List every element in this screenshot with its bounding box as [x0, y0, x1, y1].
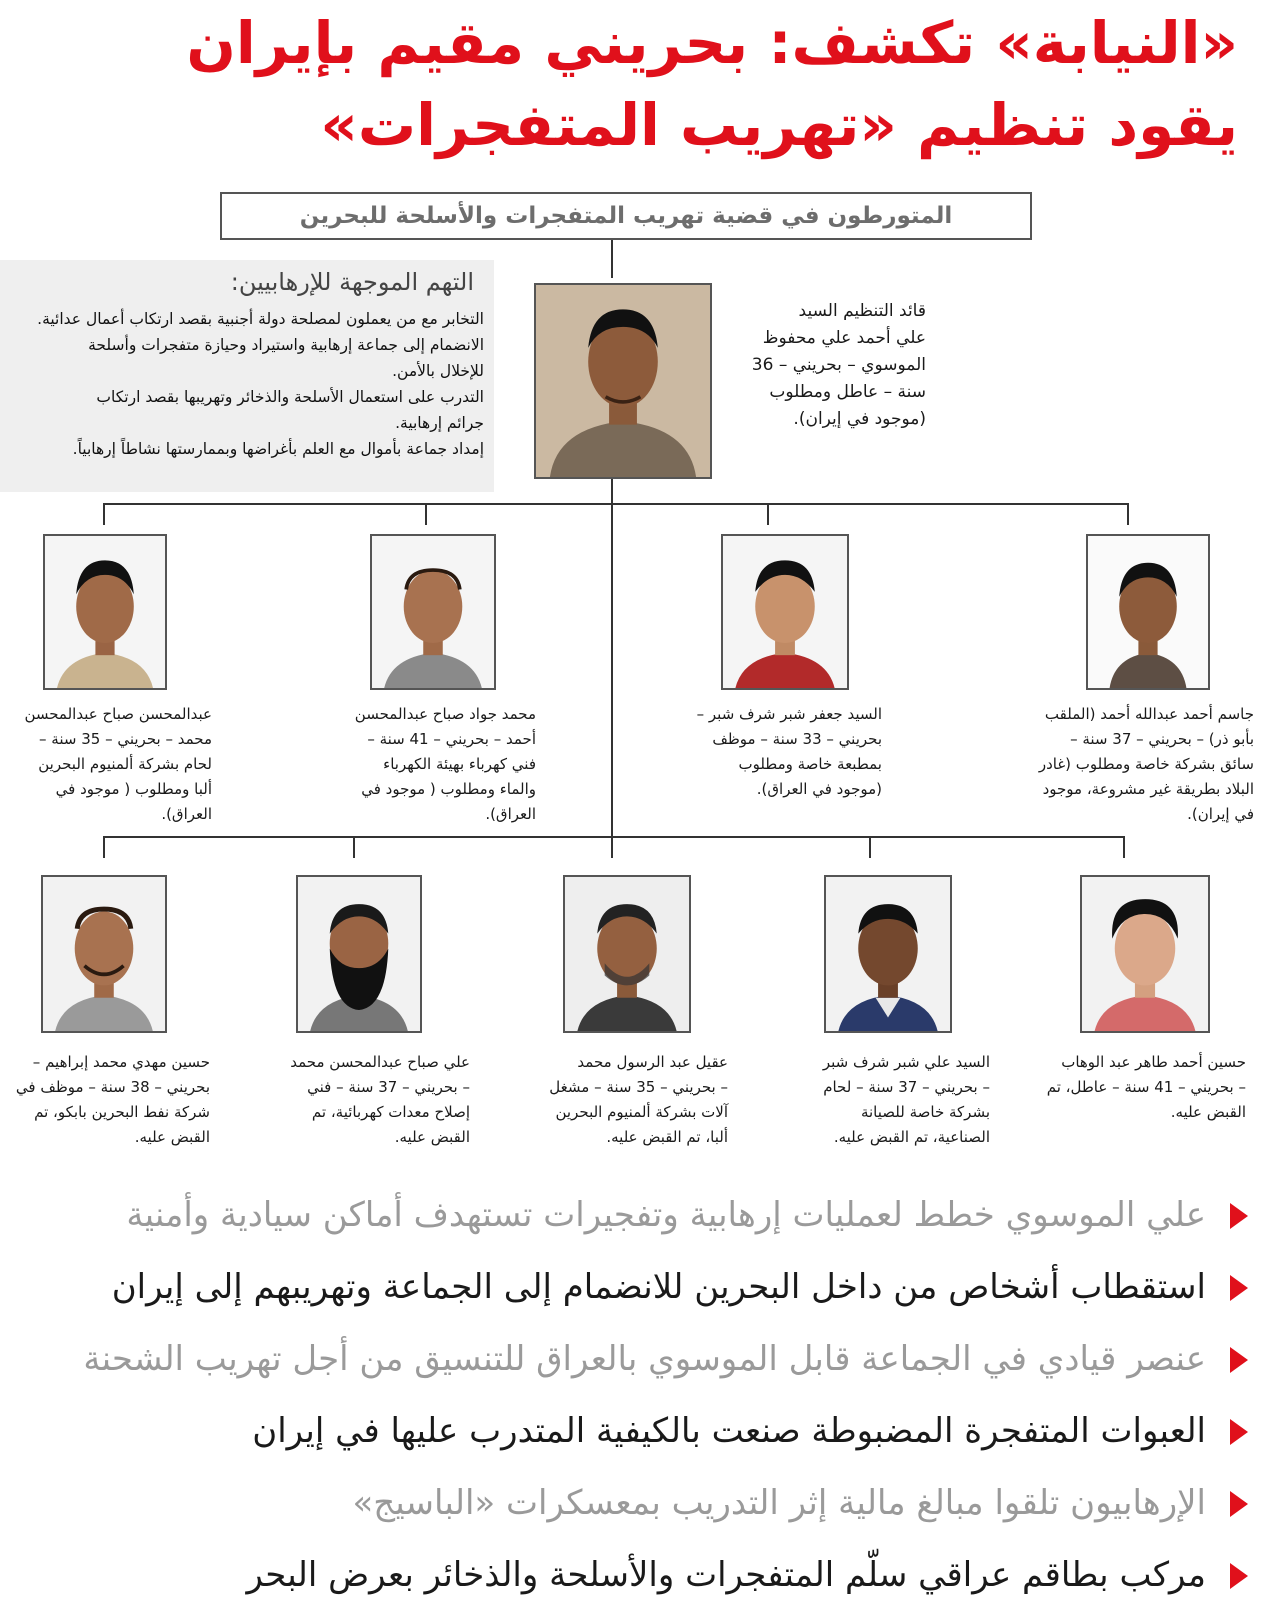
bio-line: بحريني – 33 سنة – موظف — [712, 730, 882, 748]
charges-title: التهم الموجهة للإرهابيين: — [230, 268, 474, 296]
bio-line: محمد – بحريني – 35 سنة – — [39, 730, 212, 748]
bio-line: والماء ومطلوب ( موجود في — [361, 780, 536, 798]
key-fact-text: عنصر قيادي في الجماعة قابل الموسوي بالعراق للتنسيق من أجل تهريب الشحنة — [83, 1339, 1206, 1380]
bio-line: الصناعية، تم القبض عليه. — [833, 1128, 990, 1146]
bio-line: عقيل عبد الرسول محمد — [577, 1053, 728, 1071]
bio-line: القبض عليه. — [134, 1128, 210, 1146]
key-fact — [18, 1396, 1248, 1468]
bio-line: شركة نفط البحرين بابكو، تم — [34, 1103, 210, 1121]
suspect-bio — [264, 1050, 470, 1150]
key-fact-text: الإرهابيون تلقوا مبالغ مالية إثر التدريب بمعسكرات «الباسيج» — [352, 1483, 1206, 1524]
suspect-photo — [370, 534, 496, 690]
bio-line: بحريني – 38 سنة – موظف في — [15, 1078, 210, 1096]
bio-line: آلات بشركة ألمنيوم البحرين — [555, 1103, 728, 1121]
bio-line: العراق). — [485, 805, 536, 823]
suspect-bio — [4, 1050, 210, 1150]
bio-line: (موجود في إيران). — [793, 409, 926, 429]
bio-line: بشركة خاصة للصيانة — [860, 1103, 990, 1121]
key-fact-text: مركب بطاقم عراقي سلّم المتفجرات والأسلحة والذخائر بعرض البحر — [246, 1555, 1206, 1596]
key-fact — [18, 1324, 1248, 1396]
bio-line: قائد التنظيم السيد — [798, 301, 926, 321]
bio-line: فني كهرباء بهيئة الكهرباء — [383, 755, 536, 773]
charges-list — [10, 306, 484, 462]
suspect-bio — [1028, 1050, 1246, 1125]
key-fact-text: استقطاب أشخاص من داخل البحرين للانضمام إلى الجماعة وتهريبهم إلى إيران — [111, 1267, 1206, 1308]
suspect-photo — [721, 534, 849, 690]
bio-line: علي أحمد علي محفوظ — [762, 328, 926, 348]
key-fact — [18, 1468, 1248, 1540]
red-triangle-bullet-icon — [1230, 1491, 1248, 1517]
suspect-bio — [672, 702, 882, 802]
bio-line: لحام بشركة ألمنيوم البحرين — [38, 755, 212, 773]
leader-bio — [736, 298, 926, 433]
key-fact — [18, 1252, 1248, 1324]
red-triangle-bullet-icon — [1230, 1419, 1248, 1445]
bio-line: بمطبعة خاصة ومطلوب — [738, 755, 882, 773]
bio-line: جاسم أحمد عبدالله أحمد (الملقب — [1044, 705, 1254, 723]
section-title: المتورطون في قضية تهريب المتفجرات والأسلحة للبحرين — [220, 192, 1032, 240]
bio-line: القبض عليه. — [1170, 1103, 1246, 1121]
bio-line: السيد جعفر شبر شرف شبر – — [696, 705, 882, 723]
suspect-bio — [1024, 702, 1254, 827]
bio-line: سائق بشركة خاصة ومطلوب (غادر — [1038, 755, 1254, 773]
bio-line: حسين أحمد طاهر عبد الوهاب — [1061, 1053, 1246, 1071]
bio-line: ألبا، تم القبض عليه. — [606, 1128, 728, 1146]
bio-line: علي صباح عبدالمحسن محمد — [290, 1053, 470, 1071]
bio-line: الموسوي – بحريني – 36 — [751, 355, 926, 375]
bio-line: – بحريني – 37 سنة – فني — [307, 1078, 470, 1096]
key-fact — [18, 1180, 1248, 1252]
suspect-bio — [514, 1050, 728, 1150]
suspect-photo — [296, 875, 422, 1033]
suspect-photo — [824, 875, 952, 1033]
bio-line: البلاد بطريقة غير مشروعة، موجود — [1042, 780, 1254, 798]
bio-line: السيد علي شبر شرف شبر — [822, 1053, 990, 1071]
key-facts-list — [18, 1180, 1248, 1600]
suspect-photo — [43, 534, 167, 690]
bio-line: في إيران). — [1187, 805, 1254, 823]
red-triangle-bullet-icon — [1230, 1563, 1248, 1589]
charge-item: إمداد جماعة بأموال مع العلم بأغراضها وبممارستها نشاطاً إرهابياً. — [72, 440, 484, 458]
bio-line: – بحريني – 41 سنة – عاطل، تم — [1046, 1078, 1246, 1096]
headline-line-2: يقود تنظيم «تهريب المتفجرات» — [320, 91, 1238, 159]
bio-line: أحمد – بحريني – 41 سنة – — [367, 730, 536, 748]
suspect-bio — [326, 702, 536, 827]
suspect-photo — [1080, 875, 1210, 1033]
suspect-photo — [41, 875, 167, 1033]
charges-panel — [0, 260, 494, 492]
key-fact-text: العبوات المتفجرة المضبوطة صنعت بالكيفية المتدرب عليها في إيران — [252, 1411, 1206, 1452]
bio-line: محمد جواد صباح عبدالمحسن — [354, 705, 536, 723]
bio-line: سنة – عاطل ومطلوب — [769, 382, 926, 402]
red-triangle-bullet-icon — [1230, 1347, 1248, 1373]
charge-item: التخابر مع من يعملون لمصلحة دولة أجنبية بقصد ارتكاب أعمال عدائية. — [37, 310, 484, 328]
bio-line: ألبا ومطلوب ( موجود في — [55, 780, 212, 798]
key-fact-text: علي الموسوي خطط لعمليات إرهابية وتفجيرات تستهدف أماكن سيادية وأمنية — [126, 1195, 1206, 1236]
charge-item: للإخلال بالأمن. — [392, 362, 484, 380]
suspect-photo — [563, 875, 691, 1033]
suspect-photo — [1086, 534, 1210, 690]
bio-line: إصلاح معدات كهربائية، تم — [311, 1103, 470, 1121]
suspect-bio — [784, 1050, 990, 1150]
charge-item: جرائم إرهابية. — [395, 414, 484, 432]
bio-line: عبدالمحسن صباح عبدالمحسن — [24, 705, 212, 723]
bio-line: القبض عليه. — [394, 1128, 470, 1146]
headline-line-1: «النيابة» تكشف: بحريني مقيم بإيران — [186, 9, 1238, 77]
bio-line: (موجود في العراق). — [756, 780, 882, 798]
leader-photo — [534, 283, 712, 479]
key-fact — [18, 1540, 1248, 1600]
bio-line: بأبو ذر) – بحريني – 37 سنة – — [1070, 730, 1254, 748]
charge-item: الانضمام إلى جماعة إرهابية واستيراد وحيازة متفجرات وأسلحة — [88, 336, 484, 354]
bio-line: حسين مهدي محمد إبراهيم – — [32, 1053, 210, 1071]
red-triangle-bullet-icon — [1230, 1203, 1248, 1229]
red-triangle-bullet-icon — [1230, 1275, 1248, 1301]
charge-item: التدرب على استعمال الأسلحة والذخائر وتهريبها بقصد ارتكاب — [96, 388, 484, 406]
suspect-bio — [4, 702, 212, 827]
bio-line: – بحريني – 35 سنة – مشغل — [549, 1078, 728, 1096]
bio-line: – بحريني – 37 سنة – لحام — [823, 1078, 990, 1096]
bio-line: العراق). — [161, 805, 212, 823]
